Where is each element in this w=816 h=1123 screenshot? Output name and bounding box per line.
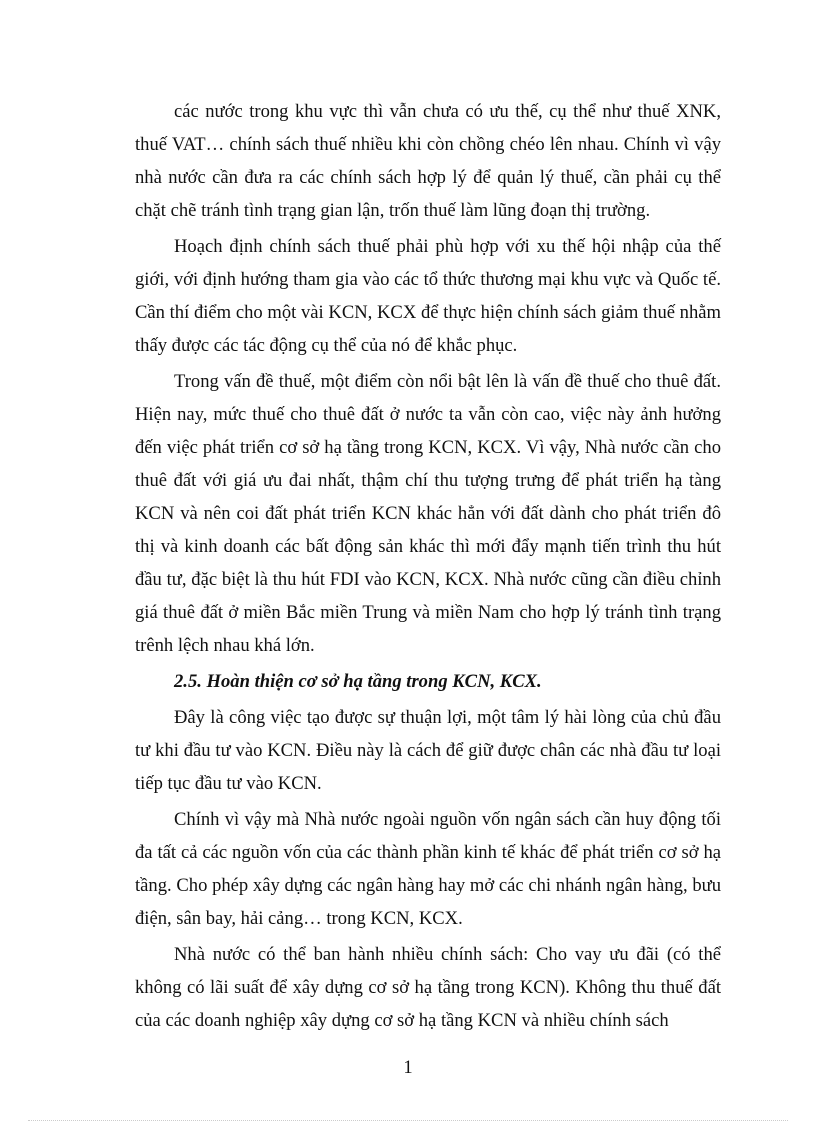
paragraph: Trong vấn đề thuế, một điểm còn nổi bật lên là vấn đề thuế cho thuê đất. Hiện nay, mức thuế cho thuê đất ở nước ta vẫn còn cao, việc này ảnh hưởng đến việc phát triển cơ sở hạ tầng trong KCN, KCX. Vì vậy, Nhà nước cần cho thuê đất với giá ưu đai nhất, thậm chí thu tượng trưng để phát triển hạ tàng KCN và nên coi đất phát triển KCN khác hẳn với đất dành cho phát triển đô thị và kinh doanh các bất động sản khác thì mới đẩy mạnh tiến trình thu hút đầu tư, đặc biệt là thu hút FDI vào KCN, KCX. Nhà nước cũng cần điều chỉnh giá thuê đất ở miền Bắc miền Trung và miền Nam cho hợp lý tránh tình trạng trênh lệch nhau khá lớn. <box>135 371 721 656</box>
paragraph: các nước trong khu vực thì vẫn chưa có ưu thế, cụ thể như thuế XNK, thuế VAT… chính sách thuế nhiều khi còn chồng chéo lên nhau. Chính vì vậy nhà nước cần đưa ra các chính sách hợp lý để quản lý thuế, cần phải cụ thể chặt chẽ tránh tình trạng gian lận, trốn thuế làm lũng đoạn thị trường. <box>135 101 721 221</box>
page-bottom-divider <box>28 1120 788 1121</box>
page-body <box>135 95 721 1037</box>
paragraph: Nhà nước có thể ban hành nhiều chính sách: Cho vay ưu đãi (có thể không có lãi suất để xây dựng cơ sở hạ tầng trong KCN). Không thu thuế đất của các doanh nghiệp xây dựng cơ sở hạ tầng KCN và nhiều chính sách <box>135 944 721 1031</box>
section-heading: 2.5. Hoàn thiện cơ sở hạ tầng trong KCN, KCX. <box>174 671 542 692</box>
paragraph: Hoạch định chính sách thuế phải phù hợp với xu thế hội nhập của thế giới, với định hướng tham gia vào các tổ thức thương mại khu vực và Quốc tế. Cần thí điểm cho một vài KCN, KCX để thực hiện chính sách giảm thuế nhằm thấy được các tác động cụ thể của nó để khắc phục. <box>135 236 721 356</box>
paragraph: Đây là công việc tạo được sự thuận lợi, một tâm lý hài lòng của chủ đầu tư khi đầu tư vào KCN. Điều này là cách để giữ được chân các nhà đầu tư loại tiếp tục đầu tư vào KCN. <box>135 707 721 794</box>
paragraph: Chính vì vậy mà Nhà nước ngoài nguồn vốn ngân sách cần huy động tối đa tất cả các nguồn vốn của các thành phần kinh tế khác để phát triển cơ sở hạ tầng. Cho phép xây dựng các ngân hàng hay mở các chi nhánh ngân hàng, bưu điện, sân bay, hải cảng… trong KCN, KCX. <box>135 809 721 929</box>
page-number: 1 <box>403 1057 413 1078</box>
